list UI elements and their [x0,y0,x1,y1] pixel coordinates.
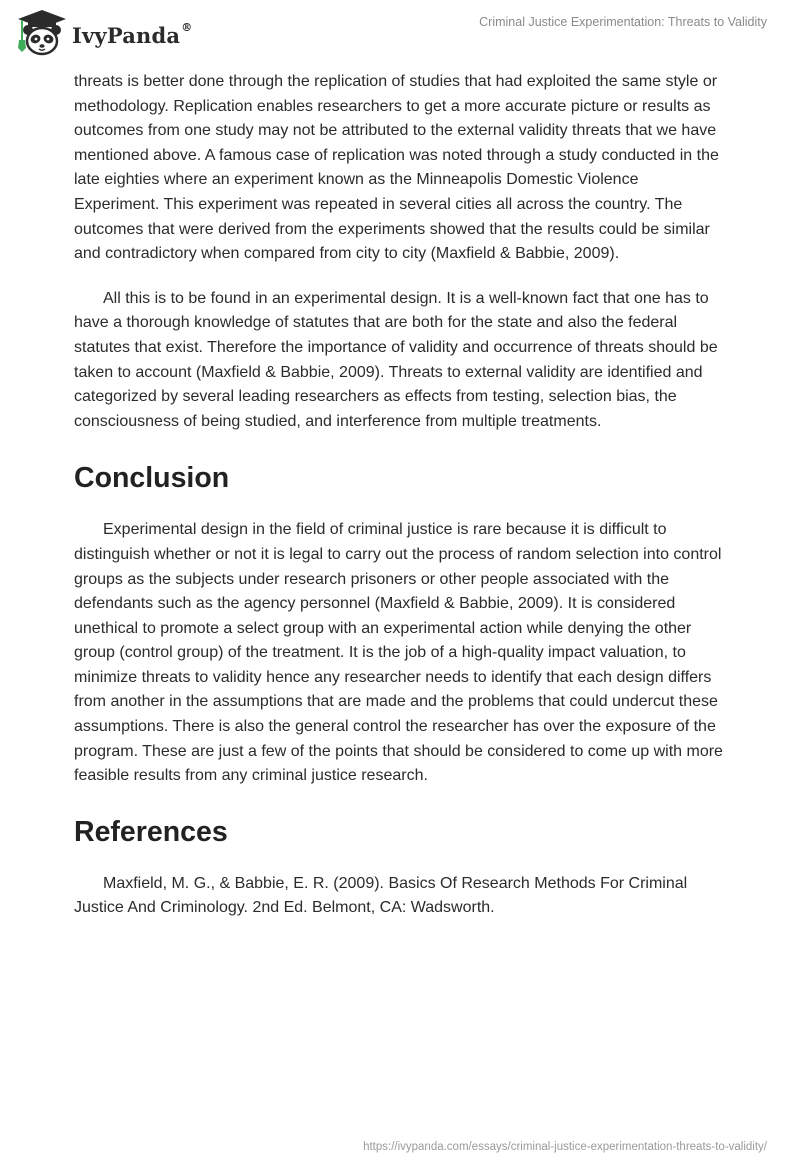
body-paragraph: threats is better done through the replication of studies that had exploited the same style or methodology. Replication enables researchers to get a more accurate picture or results as outcomes from one study may not be attributed to the external validity threats that we have mentioned above. A famous case of replication was noted through a study conducted in the late eighties where an experiment known as the Minneapolis Domestic Violence Experiment. This experiment was repeated in several cities all across the country. The outcomes that were derived from the experiments showed that the results could be similar and contradictory when compared from city to city (Maxfield & Babbie, 2009). [74,73,719,263]
brand-name: IvyPanda® [72,20,193,48]
conclusion-paragraph: Experimental design in the field of criminal justice is rare because it is difficult to distinguish whether or not it is legal to carry out the process of random selection into control groups as the subjects under research prisoners or other people associated with the defendants such as the agency personnel (Maxfield & Babbie, 2009). It is considered unethical to promote a select group with an experimental action while denying the other group (control group) of the treatment. It is the job of a high-quality impact valuation, to minimize threats to validity hence any researcher needs to identify that each design differs from another in the assumptions that are made and the problems that could undercut these assumptions. There is also the general control the researcher has over the exposure of the program. These are just a few of the points that should be considered to come up with more feasible results from any criminal justice research. [74,521,723,785]
panda-graduate-logo-icon [14,8,70,58]
references-heading: References [74,815,228,848]
registered-mark: ® [181,20,193,34]
conclusion-heading: Conclusion [74,462,230,495]
essay-content [74,70,728,921]
ivypanda-logo[interactable] [14,8,192,58]
document-title: Criminal Justice Experimentation: Threats to Validity [479,15,767,29]
footer-url[interactable]: https://ivypanda.com/essays/criminal-justice-experimentation-threats-to-validity/ [363,1141,767,1153]
reference-entry: Maxfield, M. G., & Babbie, E. R. (2009). Basics Of Research Methods For Criminal Justice And Criminology. 2nd Ed. Belmont, CA: Wadsworth. [74,874,688,917]
body-paragraph: All this is to be found in an experimental design. It is a well-known fact that one has to have a thorough knowledge of statutes that are both for the state and also the federal statutes that exist. Therefore the importance of validity and occurrence of threats should be taken to account (Maxfield & Babbie, 2009). Threats to external validity are identified and categorized by several leading researchers as effects from testing, selection bias, the consciousness of being studied, and interference from multiple treatments. [74,289,718,430]
page-header [0,0,800,70]
